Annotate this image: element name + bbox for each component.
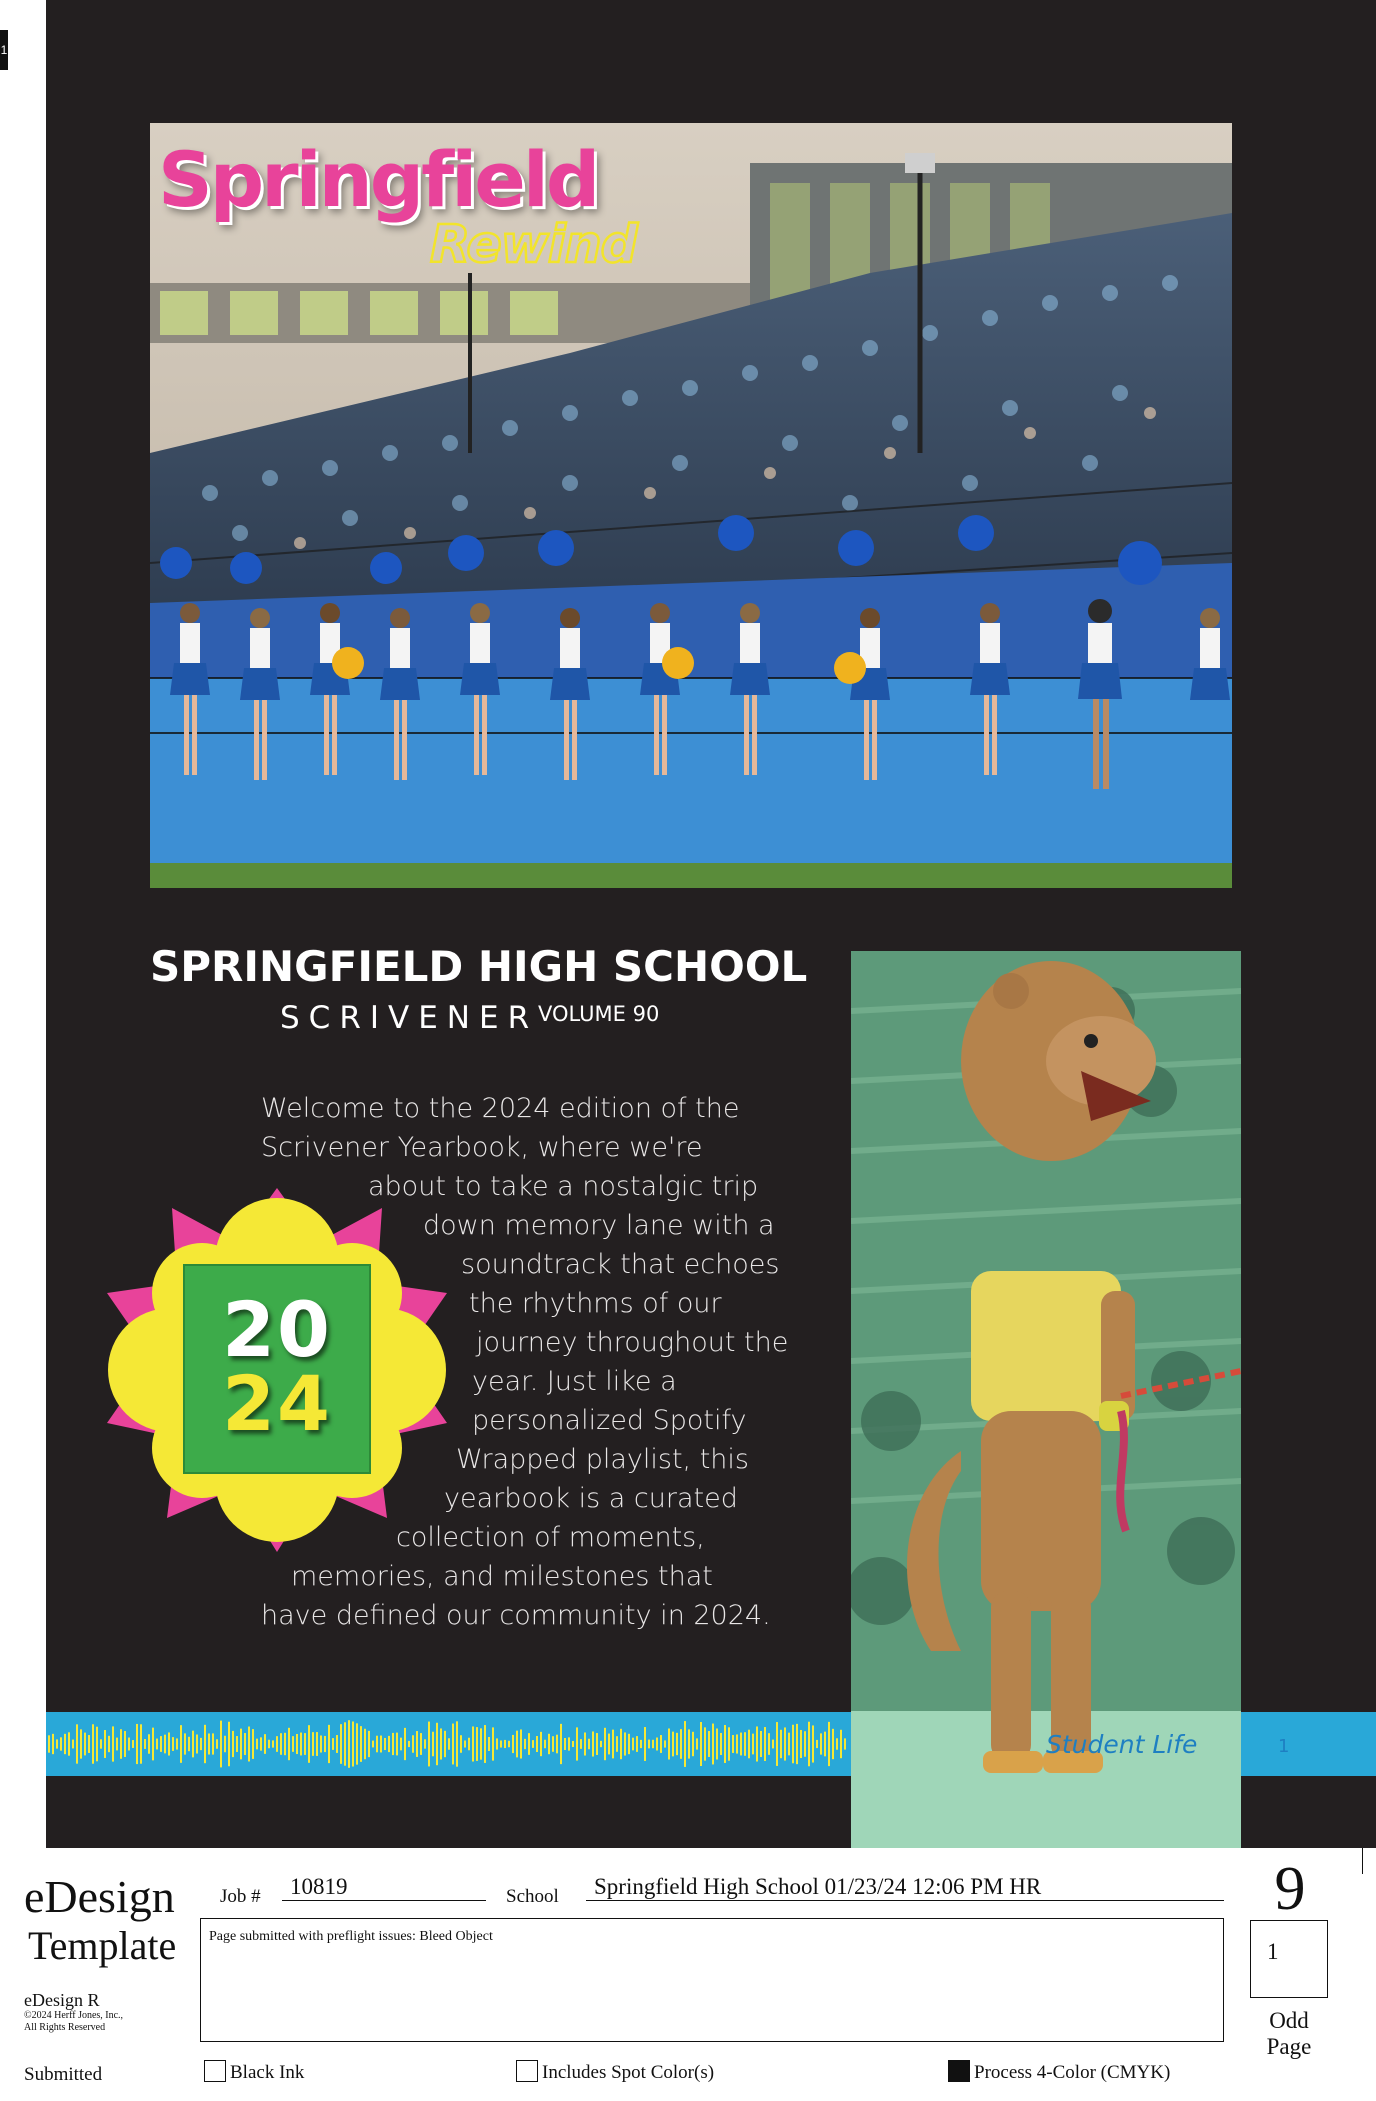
waveform-bar	[600, 1741, 602, 1747]
waveform-bar	[268, 1740, 270, 1749]
waveform-bar	[56, 1739, 58, 1748]
waveform-bar	[640, 1740, 642, 1748]
waveform-bar	[632, 1738, 634, 1751]
waveform-bar	[392, 1733, 394, 1755]
waveform-bar	[232, 1731, 234, 1757]
waveform-bar	[576, 1727, 578, 1760]
waveform-bar	[400, 1738, 402, 1751]
waveform-bar	[580, 1739, 582, 1749]
spot-color-label: Includes Spot Color(s)	[542, 2062, 715, 2083]
waveform-bar	[608, 1734, 610, 1755]
waveform-bar	[772, 1740, 774, 1749]
intro-line: Welcome to the 2024 edition of the	[261, 1093, 740, 1124]
page-side-line1: Odd	[1269, 2008, 1309, 2033]
waveform-bar	[152, 1728, 154, 1761]
waveform-bar	[88, 1735, 90, 1753]
waveform-bar	[780, 1730, 782, 1758]
edesign-footer	[0, 1848, 1376, 2101]
waveform-bar	[492, 1727, 494, 1760]
intro-line: the rhythms of our	[469, 1288, 722, 1319]
waveform-bar	[668, 1729, 670, 1760]
intro-line: soundtrack that echoes	[461, 1249, 780, 1280]
waveform-bar	[708, 1731, 710, 1757]
waveform-bar	[476, 1727, 478, 1761]
waveform-bar	[636, 1736, 638, 1752]
template-label: Template	[28, 1923, 177, 1968]
waveform-bar	[528, 1733, 530, 1755]
waveform-bar	[732, 1735, 734, 1753]
waveform-bar	[376, 1736, 378, 1753]
waveform-bar	[228, 1722, 230, 1766]
waveform-bar	[516, 1731, 518, 1758]
waveform-bar	[328, 1725, 330, 1763]
waveform-bar	[432, 1732, 434, 1757]
waveform-bar	[92, 1724, 94, 1763]
waveform-bar	[104, 1730, 106, 1758]
waveform-bar	[276, 1736, 278, 1752]
waveform-bar	[188, 1737, 190, 1751]
waveform-bar	[68, 1732, 70, 1755]
school-field: Springfield High School 01/23/24 12:06 PM HR	[586, 1874, 1224, 1901]
mascot-illustration	[851, 951, 1241, 1848]
waveform-bar	[496, 1738, 498, 1749]
waveform-bar	[544, 1740, 546, 1749]
waveform-bar	[372, 1741, 374, 1748]
waveform-bar	[816, 1740, 818, 1748]
waveform-bar	[424, 1739, 426, 1748]
waveform-bar	[52, 1734, 54, 1754]
waveform-bar	[352, 1721, 354, 1766]
waveform-bar	[440, 1728, 442, 1759]
waveform-bar	[416, 1731, 418, 1757]
waveform-bar	[616, 1736, 618, 1752]
crop-mark	[1362, 1848, 1363, 1874]
process-color-label: Process 4-Color (CMYK)	[974, 2062, 1171, 2083]
section-label: Student Life	[1046, 1730, 1198, 1759]
waveform-bar	[128, 1738, 130, 1751]
year-badge	[102, 1188, 452, 1552]
waveform-bar	[728, 1727, 730, 1760]
waveform-bar	[740, 1733, 742, 1756]
waveform-bar	[116, 1738, 118, 1751]
waveform-bar	[252, 1729, 254, 1759]
waveform-bar	[788, 1733, 790, 1756]
intro-line: down memory lane with a	[423, 1210, 775, 1241]
waveform-bar	[256, 1739, 258, 1750]
intro-line: yearbook is a curated	[444, 1483, 738, 1514]
page-side	[1250, 2008, 1328, 2060]
waveform-bar	[724, 1725, 726, 1763]
badge-year-bottom: 24	[222, 1359, 332, 1448]
waveform-bar	[456, 1721, 458, 1766]
waveform-bar	[536, 1736, 538, 1752]
waveform-bar	[452, 1724, 454, 1765]
edesign-version: eDesign R	[24, 1990, 100, 2010]
intro-line: about to take a nostalgic trip	[368, 1171, 759, 1202]
waveform-bar	[192, 1731, 194, 1758]
waveform-bar	[584, 1732, 586, 1755]
waveform-bar	[760, 1731, 762, 1757]
spot-color-checkbox[interactable]	[516, 2060, 538, 2082]
waveform-bar	[164, 1735, 166, 1754]
waveform-bar	[832, 1729, 834, 1759]
waveform-bar	[312, 1732, 314, 1756]
waveform-bar	[612, 1730, 614, 1759]
black-ink-label: Black Ink	[230, 2062, 305, 2083]
waveform-bar	[792, 1725, 794, 1763]
waveform-bar	[828, 1722, 830, 1766]
waveform-bar	[360, 1726, 362, 1762]
waveform-bar	[484, 1725, 486, 1763]
springfield-title: Springfield	[158, 135, 598, 224]
waveform-bar	[160, 1736, 162, 1752]
waveform-bar	[244, 1733, 246, 1755]
waveform-bar	[380, 1736, 382, 1753]
folio-number: 1	[1278, 1736, 1290, 1757]
waveform-bar	[260, 1737, 262, 1750]
rewind-subtitle: Rewind	[430, 215, 637, 275]
preflight-notes: Page submitted with preflight issues: Bleed Object	[200, 1918, 1224, 2042]
spot-color-option[interactable]	[516, 2060, 714, 2084]
job-label: Job #	[220, 1886, 261, 1907]
waveform-bar	[132, 1740, 134, 1748]
stadium-photo	[150, 123, 1232, 888]
waveform-bar	[304, 1733, 306, 1755]
waveform-bar	[292, 1736, 294, 1752]
waveform-bar	[716, 1729, 718, 1760]
badge-year-top: 20	[222, 1285, 332, 1374]
registration-mark: 1	[0, 30, 8, 70]
waveform-bar	[204, 1725, 206, 1763]
waveform-bar	[348, 1720, 350, 1768]
waveform-bar	[552, 1736, 554, 1752]
waveform-bar	[320, 1735, 322, 1752]
waveform-bar	[136, 1724, 138, 1764]
waveform-bar	[48, 1735, 50, 1752]
school-name-heading: SPRINGFIELD HIGH SCHOOL	[150, 942, 808, 991]
waveform-bar	[488, 1737, 490, 1751]
audio-waveform	[46, 1712, 852, 1776]
waveform-bar	[712, 1724, 714, 1765]
waveform-bar	[704, 1727, 706, 1760]
intro-line: personalized Spotify	[472, 1405, 747, 1436]
waveform-bar	[844, 1738, 846, 1749]
waveform-bar	[96, 1727, 98, 1762]
waveform-bar	[592, 1731, 594, 1756]
waveform-bar	[692, 1732, 694, 1756]
waveform-bar	[220, 1721, 222, 1768]
waveform-bar	[224, 1736, 226, 1752]
waveform-bar	[572, 1741, 574, 1747]
publication-name: SCRIVENER	[280, 1000, 539, 1036]
waveform-bar	[368, 1731, 370, 1757]
waveform-bar	[100, 1739, 102, 1748]
waveform-bar	[596, 1733, 598, 1755]
waveform-bar	[672, 1732, 674, 1757]
intro-line: have defined our community in 2024.	[261, 1600, 771, 1631]
waveform-bar	[588, 1739, 590, 1749]
waveform-bar	[480, 1728, 482, 1759]
stadium-illustration	[150, 123, 1232, 888]
waveform-bar	[148, 1734, 150, 1753]
waveform-bar	[176, 1738, 178, 1749]
waveform-bar	[464, 1740, 466, 1747]
yearbook-page	[46, 0, 1376, 1848]
waveform-bar	[812, 1725, 814, 1762]
waveform-bar	[468, 1738, 470, 1751]
intro-line: Wrapped playlist, this	[456, 1444, 749, 1475]
waveform-bar	[300, 1733, 302, 1756]
waveform-bar	[568, 1737, 570, 1750]
waveform-bar	[720, 1733, 722, 1755]
waveform-bar	[524, 1739, 526, 1749]
waveform-bar	[560, 1724, 562, 1764]
waveform-bar	[332, 1738, 334, 1750]
waveform-bar	[84, 1733, 86, 1756]
waveform-bar	[212, 1733, 214, 1754]
waveform-bar	[836, 1738, 838, 1749]
waveform-bar	[72, 1740, 74, 1749]
waveform-bar	[240, 1729, 242, 1760]
waveform-bar	[356, 1723, 358, 1764]
rights-line: All Rights Reserved	[24, 2022, 106, 2033]
process-color-option[interactable]	[948, 2060, 1170, 2084]
waveform-bar	[604, 1728, 606, 1760]
waveform-bar	[532, 1740, 534, 1748]
waveform-bar	[236, 1736, 238, 1752]
waveform-bar	[196, 1734, 198, 1753]
waveform-bar	[644, 1727, 646, 1761]
waveform-bar	[504, 1740, 506, 1748]
intro-line: memories, and milestones that	[291, 1561, 713, 1592]
waveform-bar	[76, 1724, 78, 1763]
waveform-bar	[460, 1735, 462, 1753]
waveform-bar	[688, 1729, 690, 1758]
waveform-bar	[200, 1738, 202, 1750]
job-number-field: 10819	[282, 1874, 486, 1901]
submission-status: Submitted	[24, 2064, 103, 2085]
waveform-bar	[364, 1729, 366, 1759]
waveform-bar	[500, 1740, 502, 1747]
waveform-bar	[436, 1723, 438, 1765]
waveform-bar	[840, 1730, 842, 1758]
waveform-bar	[284, 1733, 286, 1755]
waveform-bar	[288, 1728, 290, 1760]
waveform-bar	[800, 1730, 802, 1758]
waveform-bar	[700, 1722, 702, 1766]
school-label: School	[506, 1886, 559, 1907]
intro-line: journey throughout the	[476, 1327, 789, 1358]
waveform-bar	[696, 1738, 698, 1749]
page-side-line2: Page	[1266, 2034, 1312, 2059]
waveform-bar	[156, 1739, 158, 1750]
waveform-bar	[748, 1730, 750, 1759]
waveform-bar	[784, 1727, 786, 1760]
page-count-box: 1	[1250, 1920, 1328, 1998]
waveform-bar	[80, 1729, 82, 1758]
black-ink-checkbox[interactable]	[204, 2060, 226, 2082]
waveform-bar	[820, 1733, 822, 1754]
waveform-bar	[548, 1734, 550, 1754]
intro-line: year. Just like a	[472, 1366, 677, 1397]
waveform-bar	[744, 1732, 746, 1756]
waveform-bar	[180, 1725, 182, 1763]
waveform-bar	[144, 1739, 146, 1749]
waveform-bar	[556, 1735, 558, 1754]
waveform-bar	[680, 1729, 682, 1759]
waveform-bar	[752, 1734, 754, 1755]
waveform-bar	[664, 1740, 666, 1747]
waveform-bar	[208, 1733, 210, 1754]
waveform-bar	[184, 1733, 186, 1754]
intro-line: collection of moments,	[396, 1522, 705, 1553]
waveform-bar	[448, 1738, 450, 1749]
waveform-bar	[172, 1737, 174, 1751]
waveform-bar	[684, 1721, 686, 1767]
waveform-bar	[804, 1731, 806, 1757]
intro-line: Scrivener Yearbook, where we're	[261, 1132, 703, 1163]
waveform-bar	[628, 1734, 630, 1754]
waveform-bar	[776, 1722, 778, 1766]
waveform-bar	[280, 1733, 282, 1755]
waveform-bar	[520, 1729, 522, 1758]
waveform-bar	[824, 1732, 826, 1757]
waveform-bar	[412, 1735, 414, 1752]
waveform-bar	[336, 1735, 338, 1753]
waveform-bar	[764, 1727, 766, 1761]
waveform-bar	[508, 1741, 510, 1747]
waveform-bar	[248, 1727, 250, 1762]
waveform-bar	[112, 1726, 114, 1761]
volume-label: VOLUME 90	[538, 1002, 660, 1026]
waveform-bar	[564, 1738, 566, 1750]
waveform-bar	[420, 1733, 422, 1755]
edesign-brand: eDesign	[24, 1871, 175, 1922]
waveform-bar	[652, 1740, 654, 1748]
waveform-bar	[396, 1733, 398, 1756]
waveform-bar	[140, 1724, 142, 1763]
waveform-bar	[120, 1729, 122, 1759]
waveform-bar	[512, 1735, 514, 1753]
waveform-bar	[340, 1724, 342, 1764]
waveform-bar	[444, 1731, 446, 1757]
waveform-bar	[60, 1737, 62, 1750]
waveform-bar	[660, 1735, 662, 1753]
waveform-bar	[384, 1738, 386, 1750]
waveform-bar	[472, 1726, 474, 1761]
waveform-bar	[768, 1733, 770, 1755]
waveform-bar	[676, 1733, 678, 1755]
page-number: 9	[1274, 1855, 1306, 1923]
waveform-bar	[388, 1736, 390, 1752]
waveform-bar	[316, 1732, 318, 1756]
waveform-bar	[736, 1734, 738, 1753]
waveform-bar	[796, 1724, 798, 1764]
waveform-bar	[168, 1732, 170, 1755]
waveform-bar	[808, 1722, 810, 1767]
black-ink-option[interactable]	[204, 2060, 304, 2084]
waveform-bar	[408, 1741, 410, 1747]
waveform-bar	[308, 1725, 310, 1763]
waveform-bar	[624, 1732, 626, 1755]
waveform-bar	[344, 1722, 346, 1765]
waveform-bar	[756, 1726, 758, 1761]
waveform-bar	[404, 1728, 406, 1760]
waveform-bar	[620, 1729, 622, 1759]
waveform-bar	[64, 1734, 66, 1754]
waveform-bar	[540, 1732, 542, 1756]
waveform-bar	[296, 1734, 298, 1754]
copyright-line: ©2024 Herff Jones, Inc.,	[24, 2010, 124, 2021]
waveform-bar	[324, 1736, 326, 1752]
waveform-bar	[648, 1740, 650, 1749]
process-color-checkbox[interactable]	[948, 2060, 970, 2082]
waveform-bar	[272, 1740, 274, 1747]
waveform-bar	[656, 1738, 658, 1751]
waveform-bar	[428, 1722, 430, 1767]
waveform-bar	[264, 1734, 266, 1754]
waveform-bar	[108, 1736, 110, 1752]
waveform-bar	[216, 1739, 218, 1748]
mascot-photo	[851, 951, 1241, 1848]
waveform-bar	[124, 1731, 126, 1757]
